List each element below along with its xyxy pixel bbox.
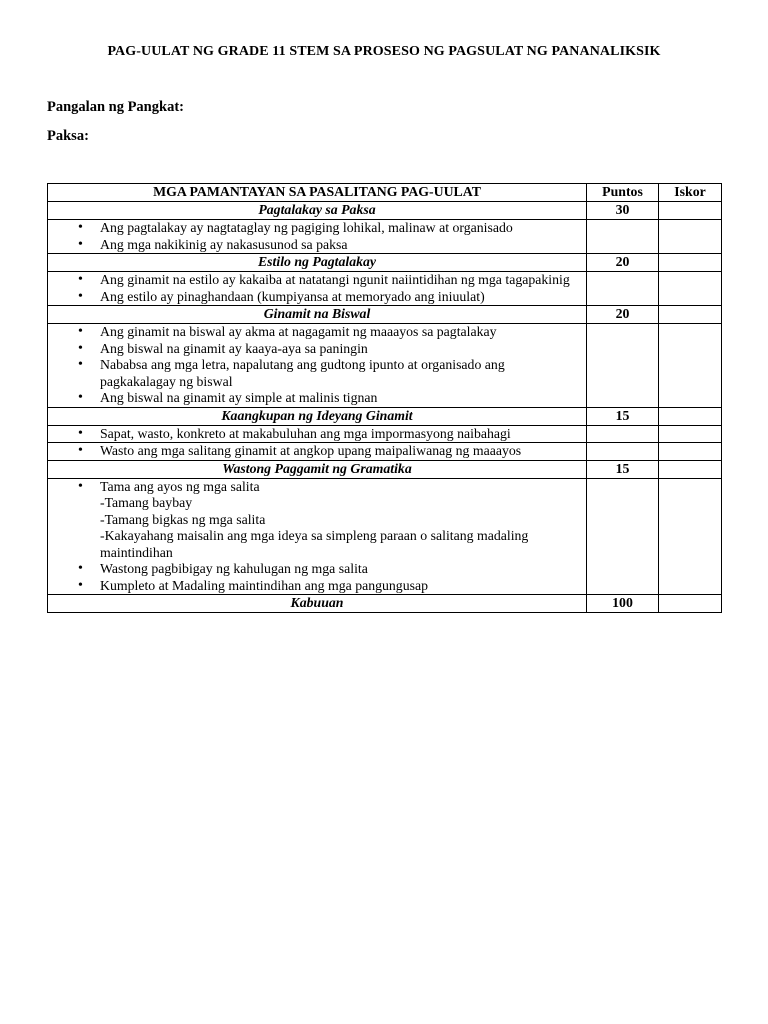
- list-item: • Ang biswal na ginamit ay simple at malinis tignan: [48, 390, 586, 407]
- list-item: • Nababsa ang mga letra, napalutang ang gudtong ipunto at organisado ang pagkakalagay ng biswal: [48, 357, 586, 390]
- criteria-cell: [48, 220, 587, 254]
- criteria-list: [48, 443, 586, 460]
- section-row: [48, 407, 722, 425]
- section-row: [48, 254, 722, 272]
- score-cell[interactable]: [659, 324, 722, 408]
- points-header: Puntos: [587, 184, 659, 202]
- section-row: [48, 460, 722, 478]
- topic-label: Paksa:: [47, 128, 89, 144]
- list-item: • Tama ang ayos ng mga salita: [48, 479, 586, 496]
- score-cell[interactable]: [659, 306, 722, 324]
- score-cell[interactable]: [659, 407, 722, 425]
- criteria-row: [48, 272, 722, 306]
- list-item: • Ang mga nakikinig ay nakasusunod sa paksa: [48, 237, 586, 254]
- group-name-label: Pangalan ng Pangkat:: [47, 99, 184, 115]
- total-label: Kabuuan: [48, 595, 587, 613]
- total-score-cell[interactable]: [659, 595, 722, 613]
- criteria-cell: [48, 478, 587, 595]
- list-item: • Ang ginamit na estilo ay kakaiba at natatangi ngunit naiintidihan ng mga tagapakinig: [48, 272, 586, 289]
- section-points: 20: [587, 306, 659, 324]
- list-item: • Wastong pagbibigay ng kahulugan ng mga salita: [48, 561, 586, 578]
- list-item: • Ang biswal na ginamit ay kaaya-aya sa paningin: [48, 341, 586, 358]
- sub-item: -Tamang baybay: [100, 495, 193, 510]
- section-points: 30: [587, 202, 659, 220]
- score-cell[interactable]: [659, 478, 722, 595]
- criteria-row: [48, 220, 722, 254]
- sub-item: -Tamang bigkas ng mga salita: [100, 511, 266, 527]
- criteria-row: [48, 324, 722, 408]
- score-cell[interactable]: [659, 443, 722, 461]
- section-points: 20: [587, 254, 659, 272]
- document-title: PAG-UULAT NG GRADE 11 STEM SA PROSESO NG PAGSULAT NG PANANALIKSIK: [107, 44, 661, 59]
- criteria-list: [48, 272, 586, 305]
- criteria-cell: [48, 272, 587, 306]
- score-cell[interactable]: [659, 202, 722, 220]
- list-item: • Ang ginamit na biswal ay akma at nagagamit ng maaayos sa pagtalakay: [48, 324, 586, 341]
- header-row: [48, 184, 722, 202]
- rubric-table: [47, 183, 722, 613]
- list-item: • Ang pagtalakay ay nagtataglay ng pagiging lohikal, malinaw at organisado: [48, 220, 586, 237]
- criteria-list: [48, 220, 586, 253]
- criteria-cell: [48, 443, 587, 461]
- points-cell: [587, 324, 659, 408]
- criteria-row: [48, 478, 722, 595]
- points-cell: [587, 443, 659, 461]
- list-item: • Sapat, wasto, konkreto at makabuluhan ang mga impormasyong naibahagi: [48, 426, 586, 443]
- list-item: • Wasto ang mga salitang ginamit at angkop upang maipaliwanag ng maaayos: [48, 443, 586, 460]
- score-header: Iskor: [659, 184, 722, 202]
- section-title: Kaangkupan ng Ideyang Ginamit: [48, 407, 587, 425]
- points-cell: [587, 425, 659, 443]
- total-points: 100: [587, 595, 659, 613]
- score-cell[interactable]: [659, 425, 722, 443]
- criteria-list: [48, 426, 586, 443]
- section-title: Pagtalakay sa Paksa: [48, 202, 587, 220]
- criteria-row: [48, 443, 722, 461]
- points-cell: [587, 478, 659, 595]
- criteria-list: [48, 324, 586, 407]
- section-title: Estilo ng Pagtalakay: [48, 254, 587, 272]
- criteria-row: [48, 425, 722, 443]
- score-cell[interactable]: [659, 254, 722, 272]
- score-cell[interactable]: [659, 220, 722, 254]
- list-item: • Ang estilo ay pinaghandaan (kumpiyansa at memoryado ang iniuulat): [48, 289, 586, 306]
- criteria-cell: [48, 324, 587, 408]
- section-points: 15: [587, 407, 659, 425]
- points-cell: [587, 272, 659, 306]
- section-row: [48, 306, 722, 324]
- section-title: Wastong Paggamit ng Gramatika: [48, 460, 587, 478]
- section-row: [48, 202, 722, 220]
- list-item: • Kumpleto at Madaling maintindihan ang mga pangungusap: [48, 578, 586, 595]
- section-points: 15: [587, 460, 659, 478]
- score-cell[interactable]: [659, 272, 722, 306]
- section-title: Ginamit na Biswal: [48, 306, 587, 324]
- sub-item: -Kakayahang maisalin ang mga ideya sa simpleng paraan o salitang madaling maintindihan: [100, 528, 529, 560]
- total-row: [48, 595, 722, 613]
- criteria-cell: [48, 425, 587, 443]
- criteria-header: MGA PAMANTAYAN SA PASALITANG PAG-UULAT: [48, 184, 587, 202]
- criteria-list: [48, 479, 586, 595]
- score-cell[interactable]: [659, 460, 722, 478]
- points-cell: [587, 220, 659, 254]
